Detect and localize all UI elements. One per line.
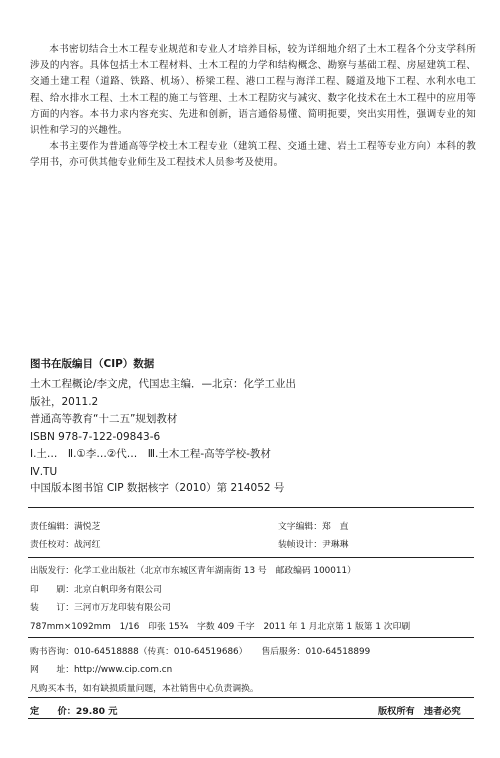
phone-line: [30, 643, 476, 661]
after-sales-hotline: 售后服务：010-64518899: [261, 647, 371, 657]
divider: [28, 697, 474, 698]
divider: [28, 557, 474, 558]
cip-heading: 图书在版编目（CIP）数据: [30, 358, 155, 370]
cip-line: Ⅳ.TU: [30, 465, 58, 478]
book-description: [30, 42, 476, 172]
contact-info: [30, 643, 476, 698]
print-specs: 787mm×1092mm 1/16 印张 15¾ 字数 409 千字 2011 年 1 月北京第 1 版第 1 次印刷: [30, 621, 411, 632]
description-paragraph-2: 本书主要作为普通高等学校土木工程专业（建筑工程、交通土建、岩土工程等专业方向）本科的教学用书，亦可供其他专业师生及工程技术人员参考及使用。: [30, 141, 476, 169]
cip-line: 普通高等教育“十二五”规划教材: [30, 413, 178, 425]
credits-left: [30, 518, 100, 554]
cip-line: 土木工程概论/李文虎，代国忠主编．—北京：化学工业出: [30, 378, 297, 390]
divider: [28, 718, 474, 719]
publication-info: [30, 562, 410, 636]
cip-record: [30, 376, 390, 481]
text-editor: 文字编辑：郑 直: [278, 522, 349, 532]
cover-designer: 装帧设计：尹琳琳: [278, 540, 349, 550]
credits-right: [278, 518, 348, 554]
publisher: 出版发行：化学工业出版社（北京市东城区青年湖南街 13 号 邮政编码 100011）: [30, 566, 356, 576]
cip-line: ISBN 978-7-122-09843-6: [30, 430, 161, 443]
responsible-editor: 责任编辑：满悦芝: [30, 522, 101, 532]
purchase-hotline: 购书咨询：010-64518888（传真：010-64519686）: [30, 647, 248, 657]
printer: 印 刷：北京白帆印务有限公司: [30, 584, 162, 595]
description-paragraph-1: 本书密切结合土木工程专业规范和专业人才培养目标，较为详细地介绍了土木工程各个分支学科所涉及的内容。具体包括土木工程材料、土木工程的力学和结构概念、勘察与基础工程、房屋建筑工程、交通土建工程（道路、铁路、机场）、桥梁工程、港口工程与海洋工程、隧道及地下工程、水利水电工程、给水排水工程、土木工程的施工与管理、土木工程防灾与减灾、数字化技术在土木工程中的应用等方面的内容。本书力求内容充实、先进和创新，语言通俗易懂、简明扼要，突出实用性，强调专业的知识性和学习的兴趣性。: [30, 44, 476, 137]
cip-line: Ⅰ.土… Ⅱ.①李…②代… Ⅲ.土木工程-高等学校-教材: [30, 448, 271, 460]
website[interactable]: 网 址：http://www.cip.com.cn: [30, 665, 173, 676]
cip-line: 版社，2011.2: [30, 395, 99, 408]
quality-notice: 凡购买本书，如有缺损质量问题，本社销售中心负责调换。: [30, 683, 259, 694]
cip-data-number: 中国版本图书馆 CIP 数据核字（2010）第 214052 号: [30, 482, 285, 494]
divider: [28, 507, 474, 508]
divider: [28, 637, 474, 638]
rights-notice: 版权所有 违者必究: [378, 706, 461, 717]
responsible-proofreader: 责任校对：战河红: [30, 540, 101, 550]
price: 定 价：29.80 元: [30, 706, 118, 717]
binder: 装 订：三河市万龙印装有限公司: [30, 603, 171, 614]
